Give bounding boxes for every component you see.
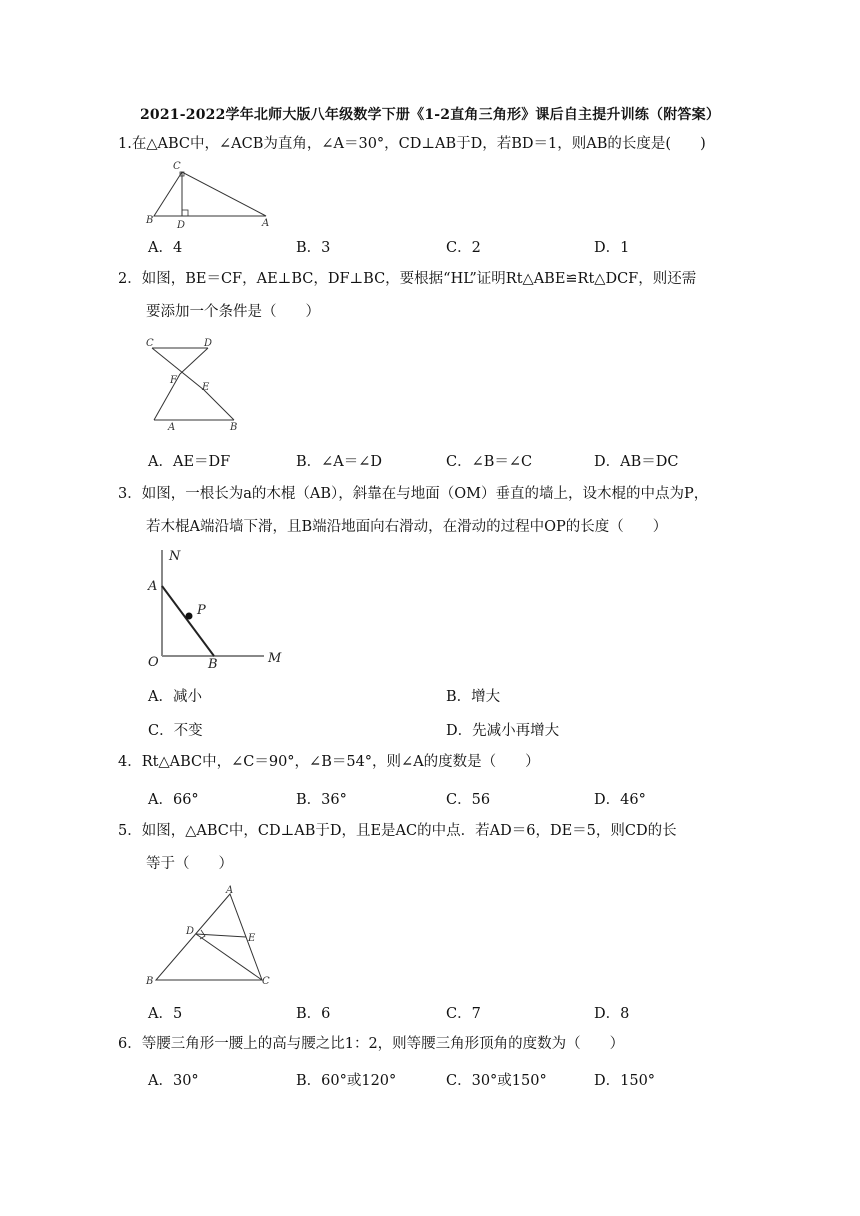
question-6-stem: 6．等腰三角形一腰上的高与腰之比1：2，则等腰三角形顶角的度数为（ ） [118, 1036, 625, 1052]
question-3-option-c[interactable]: C．不变 [148, 723, 203, 739]
question-1-option-a[interactable]: A．4 [148, 240, 183, 256]
question-1 [118, 128, 738, 161]
question-1-options [148, 236, 748, 260]
fig1-label-b: B [146, 215, 154, 226]
question-4-options [148, 788, 748, 812]
question-1-figure [140, 158, 280, 232]
question-5-option-c[interactable]: C．7 [446, 1006, 481, 1022]
question-1-option-c[interactable]: C．2 [446, 240, 481, 256]
fig3-label-a: A [148, 579, 158, 594]
question-3-options-row1 [148, 685, 748, 709]
question-4-option-a[interactable]: A．66° [148, 792, 199, 808]
fig3-label-m: M [268, 651, 282, 666]
question-3 [118, 478, 738, 544]
question-6 [118, 1028, 738, 1061]
question-3-stem-continued: 若木棍A端沿墙下滑，且B端沿地面向右滑动，在滑动的过程中OP的长度（ ） [146, 519, 668, 535]
question-2-stem: 2．如图，BE＝CF，AE⊥BC，DF⊥BC，要根据“HL”证明Rt△ABE≌Rt△DCF，则还需 [118, 271, 697, 287]
question-2-stem-continued: 要添加一个条件是（ ） [146, 304, 320, 320]
fig5-label-a: A [226, 885, 234, 896]
question-2-option-b[interactable]: B．∠A＝∠D [296, 454, 383, 470]
fig5-label-c: C [262, 976, 270, 987]
fig2-label-a: A [168, 422, 176, 433]
fig2-label-f: F [170, 375, 177, 386]
question-5-stem-continued: 等于（ ） [146, 856, 233, 872]
question-5-options [148, 1002, 748, 1026]
fig1-label-c: C [173, 161, 181, 172]
question-5-option-b[interactable]: B．6 [296, 1006, 331, 1022]
question-2-figure [140, 334, 250, 434]
question-4-option-c[interactable]: C．56 [446, 792, 491, 808]
question-2-option-a[interactable]: A．AE＝DF [148, 454, 231, 470]
fig3-label-p: P [197, 603, 206, 618]
question-3-option-a[interactable]: A．减小 [148, 689, 202, 705]
question-1-option-d[interactable]: D．1 [594, 240, 630, 256]
question-6-options [148, 1069, 748, 1093]
question-3-options-row2 [148, 719, 748, 743]
question-3-option-d[interactable]: D．先减小再增大 [446, 723, 560, 739]
question-3-stem: 3．如图，一根长为a的木棍（AB），斜靠在与地面（OM）垂直的墙上，设木棍的中点为P， [118, 486, 709, 502]
question-5-stem: 5．如图，△ABC中，CD⊥AB于D，且E是AC的中点．若AD＝6，DE＝5，则CD的长 [118, 823, 677, 839]
question-6-option-d[interactable]: D．150° [594, 1073, 656, 1089]
question-4-stem: 4．Rt△ABC中，∠C＝90°，∠B＝54°，则∠A的度数是（ ） [118, 754, 540, 770]
fig3-label-b: B [208, 657, 218, 672]
question-5-figure [140, 884, 280, 992]
fig5-label-d: D [186, 926, 195, 937]
question-4-option-d[interactable]: D．46° [594, 792, 646, 808]
fig5-label-e: E [248, 933, 256, 944]
question-5-option-a[interactable]: A．5 [148, 1006, 183, 1022]
fig2-label-c: C [146, 338, 154, 349]
question-2-option-c[interactable]: C．∠B＝∠C [446, 454, 533, 470]
question-4 [118, 746, 738, 779]
fig1-label-a: A [262, 218, 270, 229]
question-2 [118, 263, 738, 329]
question-2-option-d[interactable]: D．AB＝DC [594, 454, 679, 470]
question-2-options [148, 450, 748, 474]
question-1-option-b[interactable]: B．3 [296, 240, 331, 256]
question-4-option-b[interactable]: B．36° [296, 792, 347, 808]
question-5 [118, 815, 738, 881]
question-3-option-b[interactable]: B．增大 [446, 689, 501, 705]
fig2-label-d: D [204, 338, 213, 349]
fig3-label-o: O [148, 655, 159, 670]
fig2-label-e: E [202, 382, 210, 393]
question-6-option-c[interactable]: C．30°或150° [446, 1073, 547, 1089]
fig2-label-b: B [230, 422, 238, 433]
question-3-figure [142, 546, 292, 670]
question-5-option-d[interactable]: D．8 [594, 1006, 630, 1022]
fig5-label-b: B [146, 976, 154, 987]
fig3-label-n: N [169, 549, 181, 564]
question-1-stem: 1.在△ABC中，∠ACB为直角，∠A＝30°，CD⊥AB于D，若BD＝1，则AB的长度是( ) [118, 136, 706, 152]
fig1-label-d: D [177, 220, 186, 231]
question-6-option-a[interactable]: A．30° [148, 1073, 199, 1089]
question-6-option-b[interactable]: B．60°或120° [296, 1073, 397, 1089]
document-title: 2021-2022学年北师大版八年级数学下册《1-2直角三角形》课后自主提升训练（附答案） [139, 107, 721, 123]
